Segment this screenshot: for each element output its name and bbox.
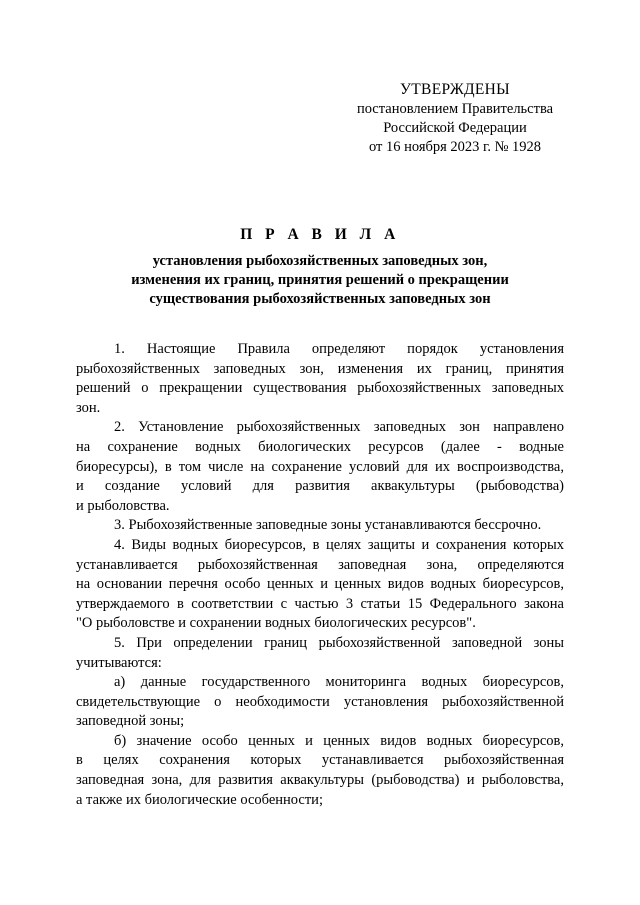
text-line: а также их биологические особенности;: [76, 791, 323, 808]
text-line: и создание условий для развития аквакультуры (рыбоводства): [76, 478, 564, 495]
paragraph-2: [76, 418, 564, 516]
subparagraph-b: [76, 732, 564, 810]
text-line: 2. Установление рыбохозяйственных заповедных зон направлено: [114, 419, 564, 436]
text-line: зон.: [76, 399, 101, 416]
approval-line: Российской Федерации: [383, 120, 527, 136]
text-line: заповедная зона, для развития аквакультуры (рыбоводства) и рыболовства,: [76, 772, 564, 789]
text-line: рыбохозяйственных заповедных зон, изменения их границ, принятия: [76, 360, 564, 377]
text-line: решений о прекращении существования рыбохозяйственных заповедных: [76, 380, 564, 397]
document-body: [76, 340, 564, 810]
paragraph-4: [76, 536, 564, 634]
text-line: в целях сохранения которых устанавливается рыбохозяйственная: [76, 752, 564, 769]
document-subtitle-line: существования рыбохозяйственных заповедных зон: [149, 291, 491, 307]
approval-block: [345, 80, 565, 157]
text-line: биоресурсы), в том числе на сохранение условий для их воспроизводства,: [76, 458, 564, 475]
title-block: [60, 226, 580, 309]
approval-stamp: УТВЕРЖДЕНЫ: [400, 81, 510, 98]
document-subtitle-line: изменения их границ, принятия решений о прекращении: [131, 272, 509, 288]
paragraph-1: [76, 340, 564, 418]
text-line: а) данные государственного мониторинга водных биоресурсов,: [114, 674, 564, 691]
document-title: П Р А В И Л А: [240, 226, 400, 243]
text-line: 1. Настоящие Правила определяют порядок установления: [114, 341, 564, 357]
text-line: 3. Рыбохозяйственные заповедные зоны устанавливаются бессрочно.: [114, 517, 542, 534]
text-line: утверждаемого в соответствии с частью 3 статьи 15 Федерального закона: [76, 595, 564, 612]
approval-line: постановлением Правительства: [356, 101, 554, 117]
paragraph-3: [76, 516, 564, 536]
text-line: учитываются:: [76, 654, 162, 671]
text-line: свидетельствующие о необходимости установления рыбохозяйственной: [76, 693, 564, 710]
text-line: устанавливается рыбохозяйственная заповедная зона, определяются: [76, 556, 564, 573]
document-subtitle-line: установления рыбохозяйственных заповедных зон,: [152, 253, 488, 269]
text-line: б) значение особо ценных и ценных видов водных биоресурсов,: [114, 732, 564, 749]
text-line: и рыболовства.: [76, 497, 170, 514]
text-line: заповедной зоны;: [76, 713, 185, 730]
text-line: 5. При определении границ рыбохозяйственной заповедной зоны: [114, 634, 564, 651]
subparagraph-a: [76, 673, 564, 732]
paragraph-5: [76, 634, 564, 673]
text-line: на сохранение водных биологических ресурсов (далее - водные: [76, 438, 564, 455]
approval-line: от 16 ноября 2023 г. № 1928: [368, 139, 542, 155]
text-line: "О рыболовстве и сохранении водных биологических ресурсов".: [76, 615, 476, 632]
text-line: на основании перечня особо ценных и ценных видов водных биоресурсов,: [76, 576, 564, 593]
text-line: 4. Виды водных биоресурсов, в целях защиты и сохранения которых: [114, 536, 564, 553]
